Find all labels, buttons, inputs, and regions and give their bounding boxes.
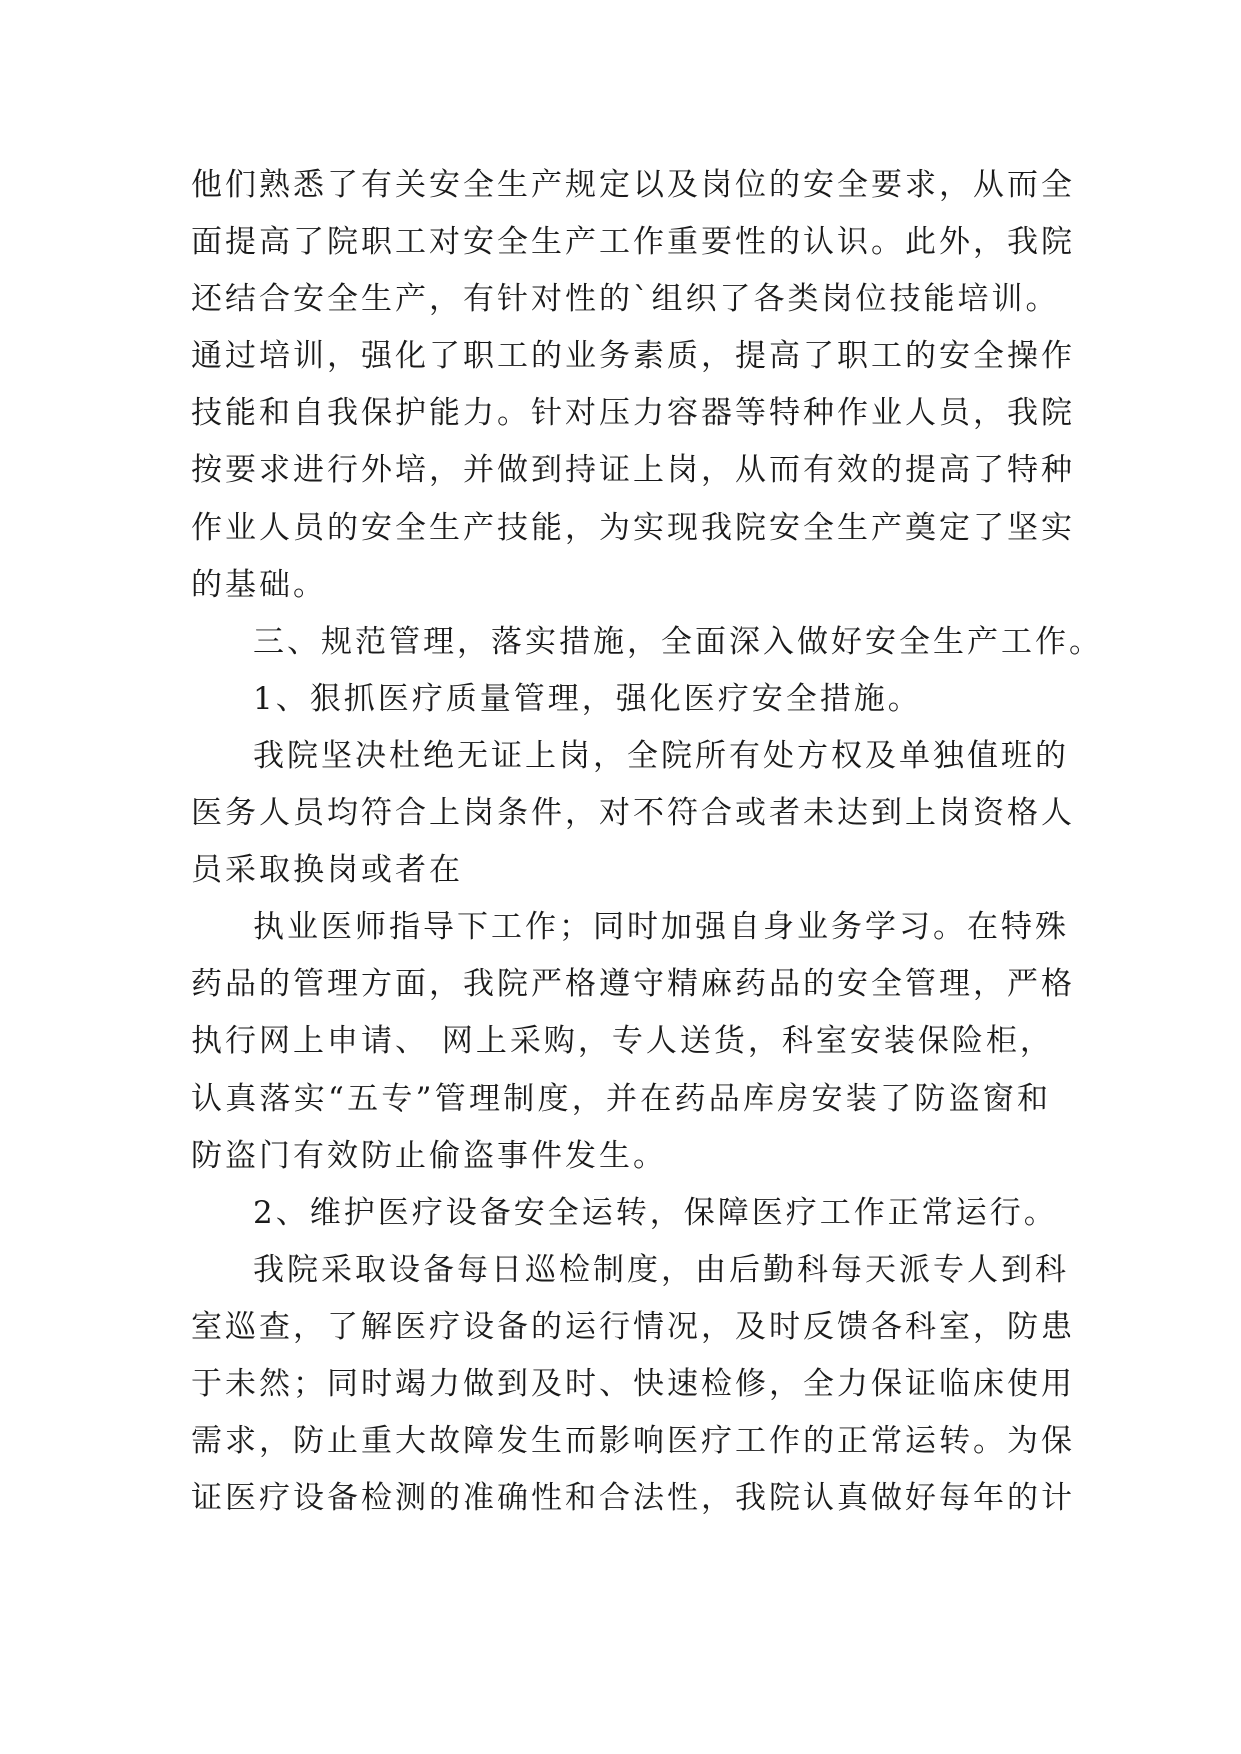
text-line: 还结合安全生产，有针对性的`组织了各类岗位技能培训。 [191,281,1060,318]
text-line: 按要求进行外培，并做到持证上岗，从而有效的提高了特种 [191,452,1075,489]
text-line: 室巡查，了解医疗设备的运行情况，及时反馈各科室，防患 [191,1308,1075,1345]
text-line: 防盗门有效防止偷盗事件发生。 [191,1137,667,1174]
text-line: 1、狠抓医疗质量管理，强化医疗安全措施。 [253,680,922,717]
text-line: 执行网上申请、 网上采购，专人送货，科室安装保险柜， [191,1023,1054,1060]
text-line: 我院采取设备每日巡检制度，由后勤科每天派专人到科 [253,1251,1069,1288]
text-line: 2、维护医疗设备安全运转，保障医疗工作正常运行。 [253,1194,1058,1231]
text-line: 面提高了院职工对安全生产工作重要性的认识。此外，我院 [191,224,1075,261]
text-line: 他们熟悉了有关安全生产规定以及岗位的安全要求，从而全 [191,167,1075,203]
text-line: 的基础。 [191,566,327,603]
text-line: 技能和自我保护能力。针对压力容器等特种作业人员，我院 [191,395,1075,432]
text-line: 医务人员均符合上岗条件，对不符合或者未达到上岗资格人 [191,795,1075,832]
text-line: 三、规范管理，落实措施，全面深入做好安全生产工作。 [253,623,1103,660]
text-line: 证医疗设备检测的准确性和合法性，我院认真做好每年的计 [191,1480,1075,1517]
text-line: 药品的管理方面，我院严格遵守精麻药品的安全管理，严格 [191,966,1075,1003]
text-line: 执业医师指导下工作；同时加强自身业务学习。在特殊 [253,909,1069,946]
body-text [191,157,1103,1527]
text-line: 需求，防止重大故障发生而影响医疗工作的正常运转。为保 [191,1423,1075,1460]
text-line: 作业人员的安全生产技能，为实现我院安全生产奠定了坚实 [191,509,1075,546]
text-line: 认真落实“五专”管理制度，并在药品库房安装了防盗窗和 [191,1080,1051,1117]
text-line: 我院坚决杜绝无证上岗，全院所有处方权及单独值班的 [253,737,1069,774]
text-line: 于未然；同时竭力做到及时、快速检修，全力保证临床使用 [191,1365,1075,1402]
text-line: 通过培训，强化了职工的业务素质，提高了职工的安全操作 [191,338,1075,375]
text-line: 员采取换岗或者在 [191,852,463,889]
